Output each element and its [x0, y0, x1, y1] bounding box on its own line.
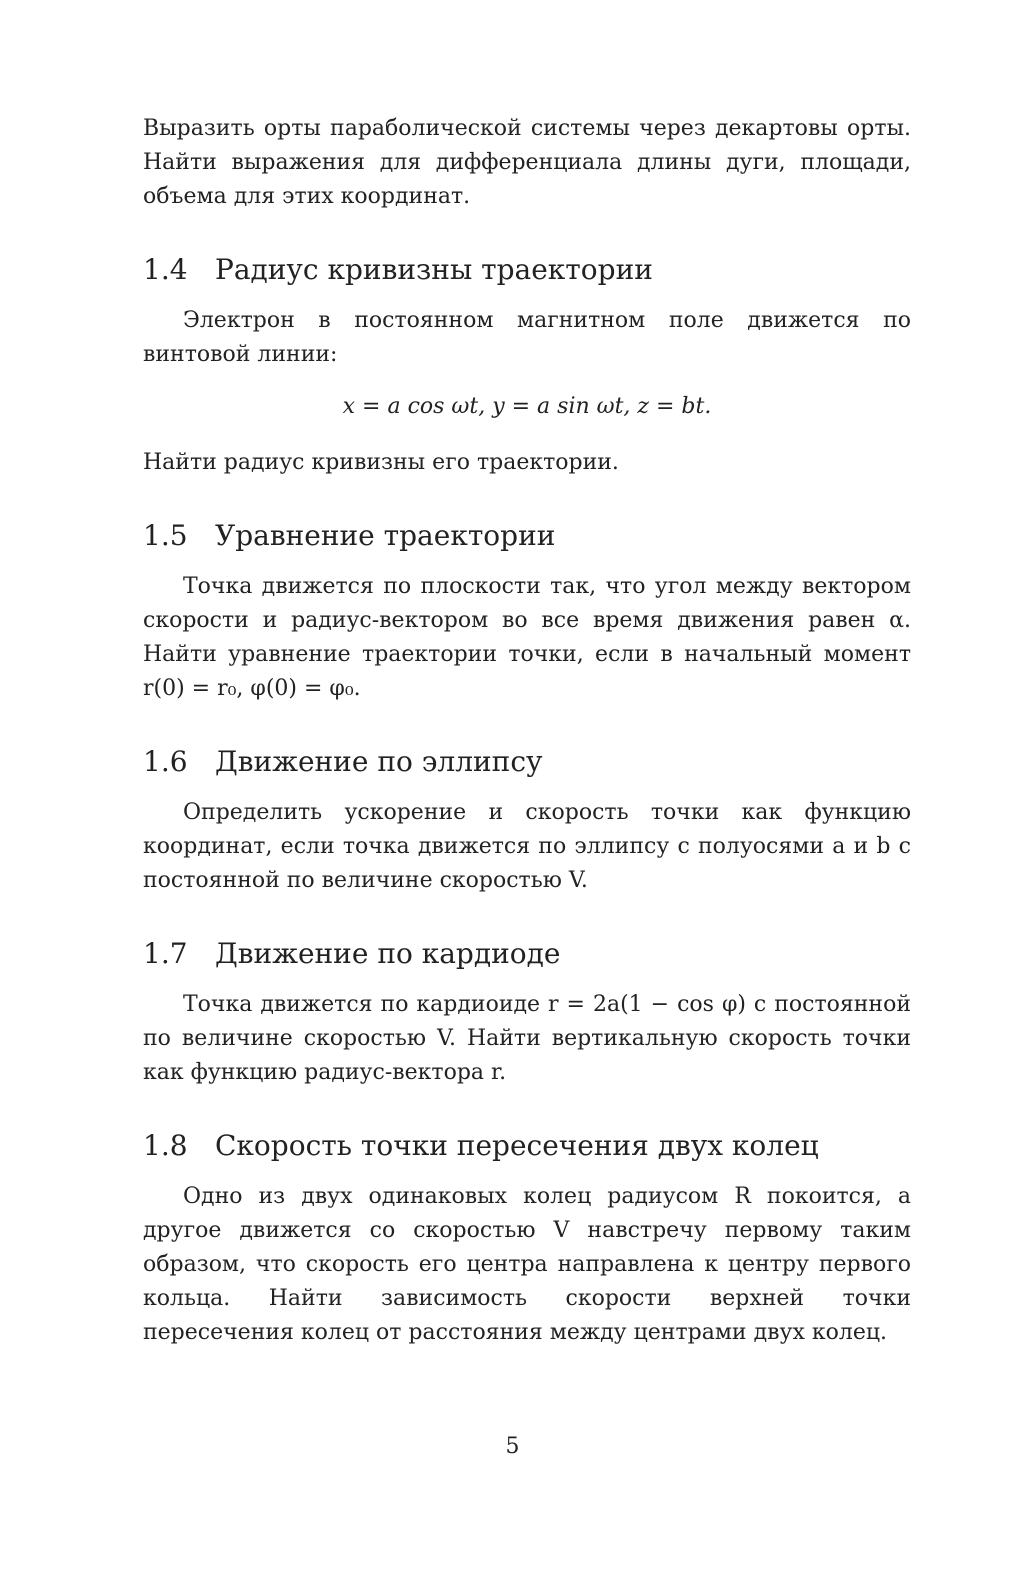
section-title: Радиус кривизны траектории: [215, 253, 653, 286]
section-number: 1.5: [143, 519, 188, 552]
section-paragraph: Точка движется по плоскости так, что угол между вектором скорости и радиус-вектором во все время движения равен α. Найти уравнение траектории точки, если в начальный момент r(0) = r₀, φ(0) = φ₀.: [143, 574, 911, 701]
intro-paragraph: Выразить орты параболической системы через декартовы орты. Найти выражения для дифференциала длины дуги, площади, объема для этих координат.: [143, 116, 911, 209]
section-heading-1-7: [143, 936, 911, 972]
section-paragraph: Найти радиус кривизны его траектории.: [143, 450, 619, 475]
section-title: Уравнение траектории: [215, 519, 556, 552]
section-paragraph: Электрон в постоянном магнитном поле движется по винтовой линии:: [143, 308, 911, 367]
page-body: [143, 112, 911, 1350]
section-paragraph: Точка движется по кардиоиде r = 2a(1 − cos φ) с постоянной по величине скоростью V. Найти вертикальную скорость точки как функцию радиус-вектора r.: [143, 992, 911, 1085]
section-title: Движение по эллипсу: [215, 745, 543, 778]
page-number: 5: [505, 1434, 520, 1459]
section-heading-1-5: [143, 518, 911, 554]
section-heading-1-6: [143, 744, 911, 780]
section-title: Движение по кардиоде: [215, 937, 561, 970]
section-heading-1-4: [143, 252, 911, 288]
section-paragraph: Одно из двух одинаковых колец радиусом R покоится, а другое движется со скоростью V навстречу первому таким образом, что скорость его центра направлена к центру первого кольца. Найти зависимость скорости верхней точки пересечения колец от расстояния между центрами двух колец.: [143, 1184, 911, 1345]
section-number: 1.8: [143, 1129, 188, 1162]
section-number: 1.7: [143, 937, 188, 970]
section-title: Скорость точки пересечения двух колец: [215, 1129, 819, 1162]
display-formula: x = a cos ωt, y = a sin ωt, z = bt.: [342, 394, 712, 419]
section-paragraph: Определить ускорение и скорость точки как функцию координат, если точка движется по эллипсу с полуосями a и b с постоянной по величине скоростью V.: [143, 800, 911, 893]
section-number: 1.4: [143, 253, 188, 286]
section-number: 1.6: [143, 745, 188, 778]
section-heading-1-8: [143, 1128, 911, 1164]
